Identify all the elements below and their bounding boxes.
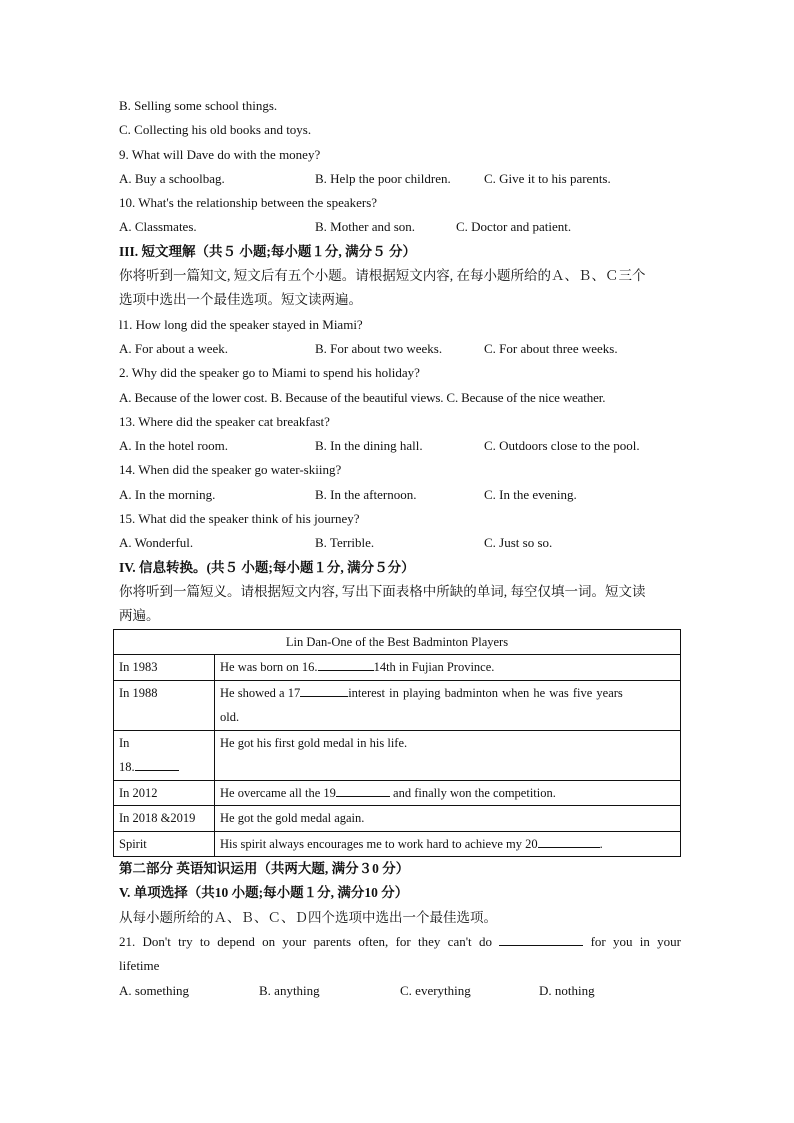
question-21-options [119, 979, 681, 1003]
cell-text: In [119, 735, 130, 750]
option-a: A. Buy a schoolbag. [119, 170, 225, 186]
blank-16[interactable] [318, 656, 374, 671]
exam-page [119, 94, 681, 1003]
question-21 [119, 930, 681, 954]
option-a: A. Wonderful. [119, 535, 194, 551]
question-15-options [119, 531, 681, 555]
cell-text: He overcame all the 19 [220, 785, 336, 800]
option-c: C. everything [400, 982, 471, 998]
cell-text: He showed a 17 [220, 685, 301, 700]
blank-19[interactable] [336, 782, 390, 797]
question-10: 10. What's the relationship between the speakers? [119, 195, 378, 211]
option-d: D. nothing [539, 982, 595, 998]
section-4-instruction: 两遍。 [119, 608, 160, 624]
event-cell [215, 680, 681, 730]
option-b: B. In the dining hall. [315, 438, 423, 454]
option-c: C. Outdoors close to the pool. [484, 438, 640, 454]
question-15: 15. What did the speaker think of his journey? [119, 511, 360, 527]
cell-text: He was born on 16. [220, 660, 318, 675]
section-5-title: V. 单项选择（共10 小题;每小题１分, 满分10 分） [119, 885, 409, 901]
question-12-options: A. Because of the lower cost. B. Because of the beautiful views. C. Because of the nice weather. [119, 389, 606, 405]
option-c: C. Doctor and patient. [456, 219, 572, 235]
option-a: A. Classmates. [119, 219, 197, 235]
blank-17[interactable] [300, 682, 348, 697]
question-13-options [119, 434, 681, 458]
option-b: B. Mother and son. [315, 219, 416, 235]
blank-21[interactable] [499, 931, 583, 946]
info-table [113, 629, 681, 858]
option-line: C. Collecting his old books and toys. [119, 122, 312, 138]
event-cell: He got his first gold medal in his life. [215, 730, 681, 780]
section-3-instruction: 选项中选出一个最佳选项。短文读两遍。 [119, 292, 362, 308]
event-cell [215, 831, 681, 857]
question-14-options [119, 483, 681, 507]
question-9-options [119, 167, 681, 191]
cell-text: 18. [119, 760, 135, 775]
cell-text: . [599, 836, 603, 851]
section-4-title: IV. 信息转换。(共５ 小题;每小题１分, 满分５分） [119, 559, 415, 575]
blank-18[interactable] [135, 756, 179, 771]
year-cell: In 1988 [114, 680, 215, 730]
table-row [114, 730, 681, 780]
option-a: A. In the hotel room. [119, 438, 229, 454]
option-a: A. For about a week. [119, 340, 229, 356]
section-4-instruction: 你将听到一篇短义。请根据短文内容, 写出下面表格中所缺的单词, 每空仅填一词。短文读 [119, 583, 646, 599]
cell-text: interest in playing badminton when he was five years [348, 685, 623, 700]
question-14: 14. When did the speaker go water-skiing? [119, 462, 342, 478]
event-cell [215, 780, 681, 806]
part-2-title: 第二部分 英语知识运用（共两大题, 满分３0 分） [119, 861, 410, 877]
event-cell [215, 655, 681, 681]
question-9: 9. What will Dave do with the money? [119, 146, 321, 162]
table-row [114, 680, 681, 730]
year-cell [114, 730, 215, 780]
option-c: C. For about three weeks. [484, 340, 618, 356]
event-cell: He got the gold medal again. [215, 806, 681, 832]
section-5-instruction: 从每小题所给的Ａ、Ｂ、Ｃ、Ｄ四个选项中选出一个最佳选项。 [119, 909, 497, 925]
cell-text: old. [220, 710, 240, 725]
year-cell: In 2012 [114, 780, 215, 806]
cell-text: and finally won the competition. [389, 785, 556, 800]
question-text: for you in your [590, 933, 682, 949]
question-13: 13. Where did the speaker cat breakfast? [119, 413, 330, 429]
option-b: B. Terrible. [315, 535, 375, 551]
option-b: B. Help the poor children. [315, 170, 451, 186]
section-3-title: III. 短文理解（共５ 小题;每小题１分, 满分５ 分） [119, 243, 417, 259]
table-row [114, 831, 681, 857]
option-c: C. Give it to his parents. [484, 170, 611, 186]
option-b: B. For about two weeks. [315, 340, 443, 356]
option-b: B. In the afternoon. [315, 486, 417, 502]
table-row [114, 806, 681, 832]
option-a: A. something [119, 982, 190, 998]
question-12: 2. Why did the speaker go to Miami to spend his holiday? [119, 365, 420, 381]
question-21-continued: lifetime [119, 958, 160, 974]
table-row [114, 780, 681, 806]
question-11-options [119, 337, 681, 361]
option-a: A. In the morning. [119, 486, 216, 502]
option-b: B. anything [259, 982, 320, 998]
year-cell: In 1983 [114, 655, 215, 681]
year-cell: Spirit [114, 831, 215, 857]
question-10-options [119, 215, 681, 239]
section-3-instruction: 你将听到一篇知文, 短文后有五个小题。请根据短文内容, 在每小题所给的Ａ、Ｂ、Ｃ三个 [119, 268, 646, 284]
question-text: 21. Don't try to depend on your parents often, for they can't do [119, 933, 492, 949]
blank-20[interactable] [538, 833, 600, 848]
table-row [114, 655, 681, 681]
option-c: C. In the evening. [484, 486, 577, 502]
cell-text: 14th in Fujian Province. [373, 660, 495, 675]
option-line: B. Selling some school things. [119, 98, 278, 113]
table-title: Lin Dan-One of the Best Badminton Players [114, 629, 681, 655]
option-c: C. Just so so. [484, 535, 553, 551]
cell-text: His spirit always encourages me to work hard to achieve my 20 [220, 836, 538, 851]
question-11: l1. How long did the speaker stayed in Miami? [119, 316, 363, 332]
year-cell: In 2018 &2019 [114, 806, 215, 832]
